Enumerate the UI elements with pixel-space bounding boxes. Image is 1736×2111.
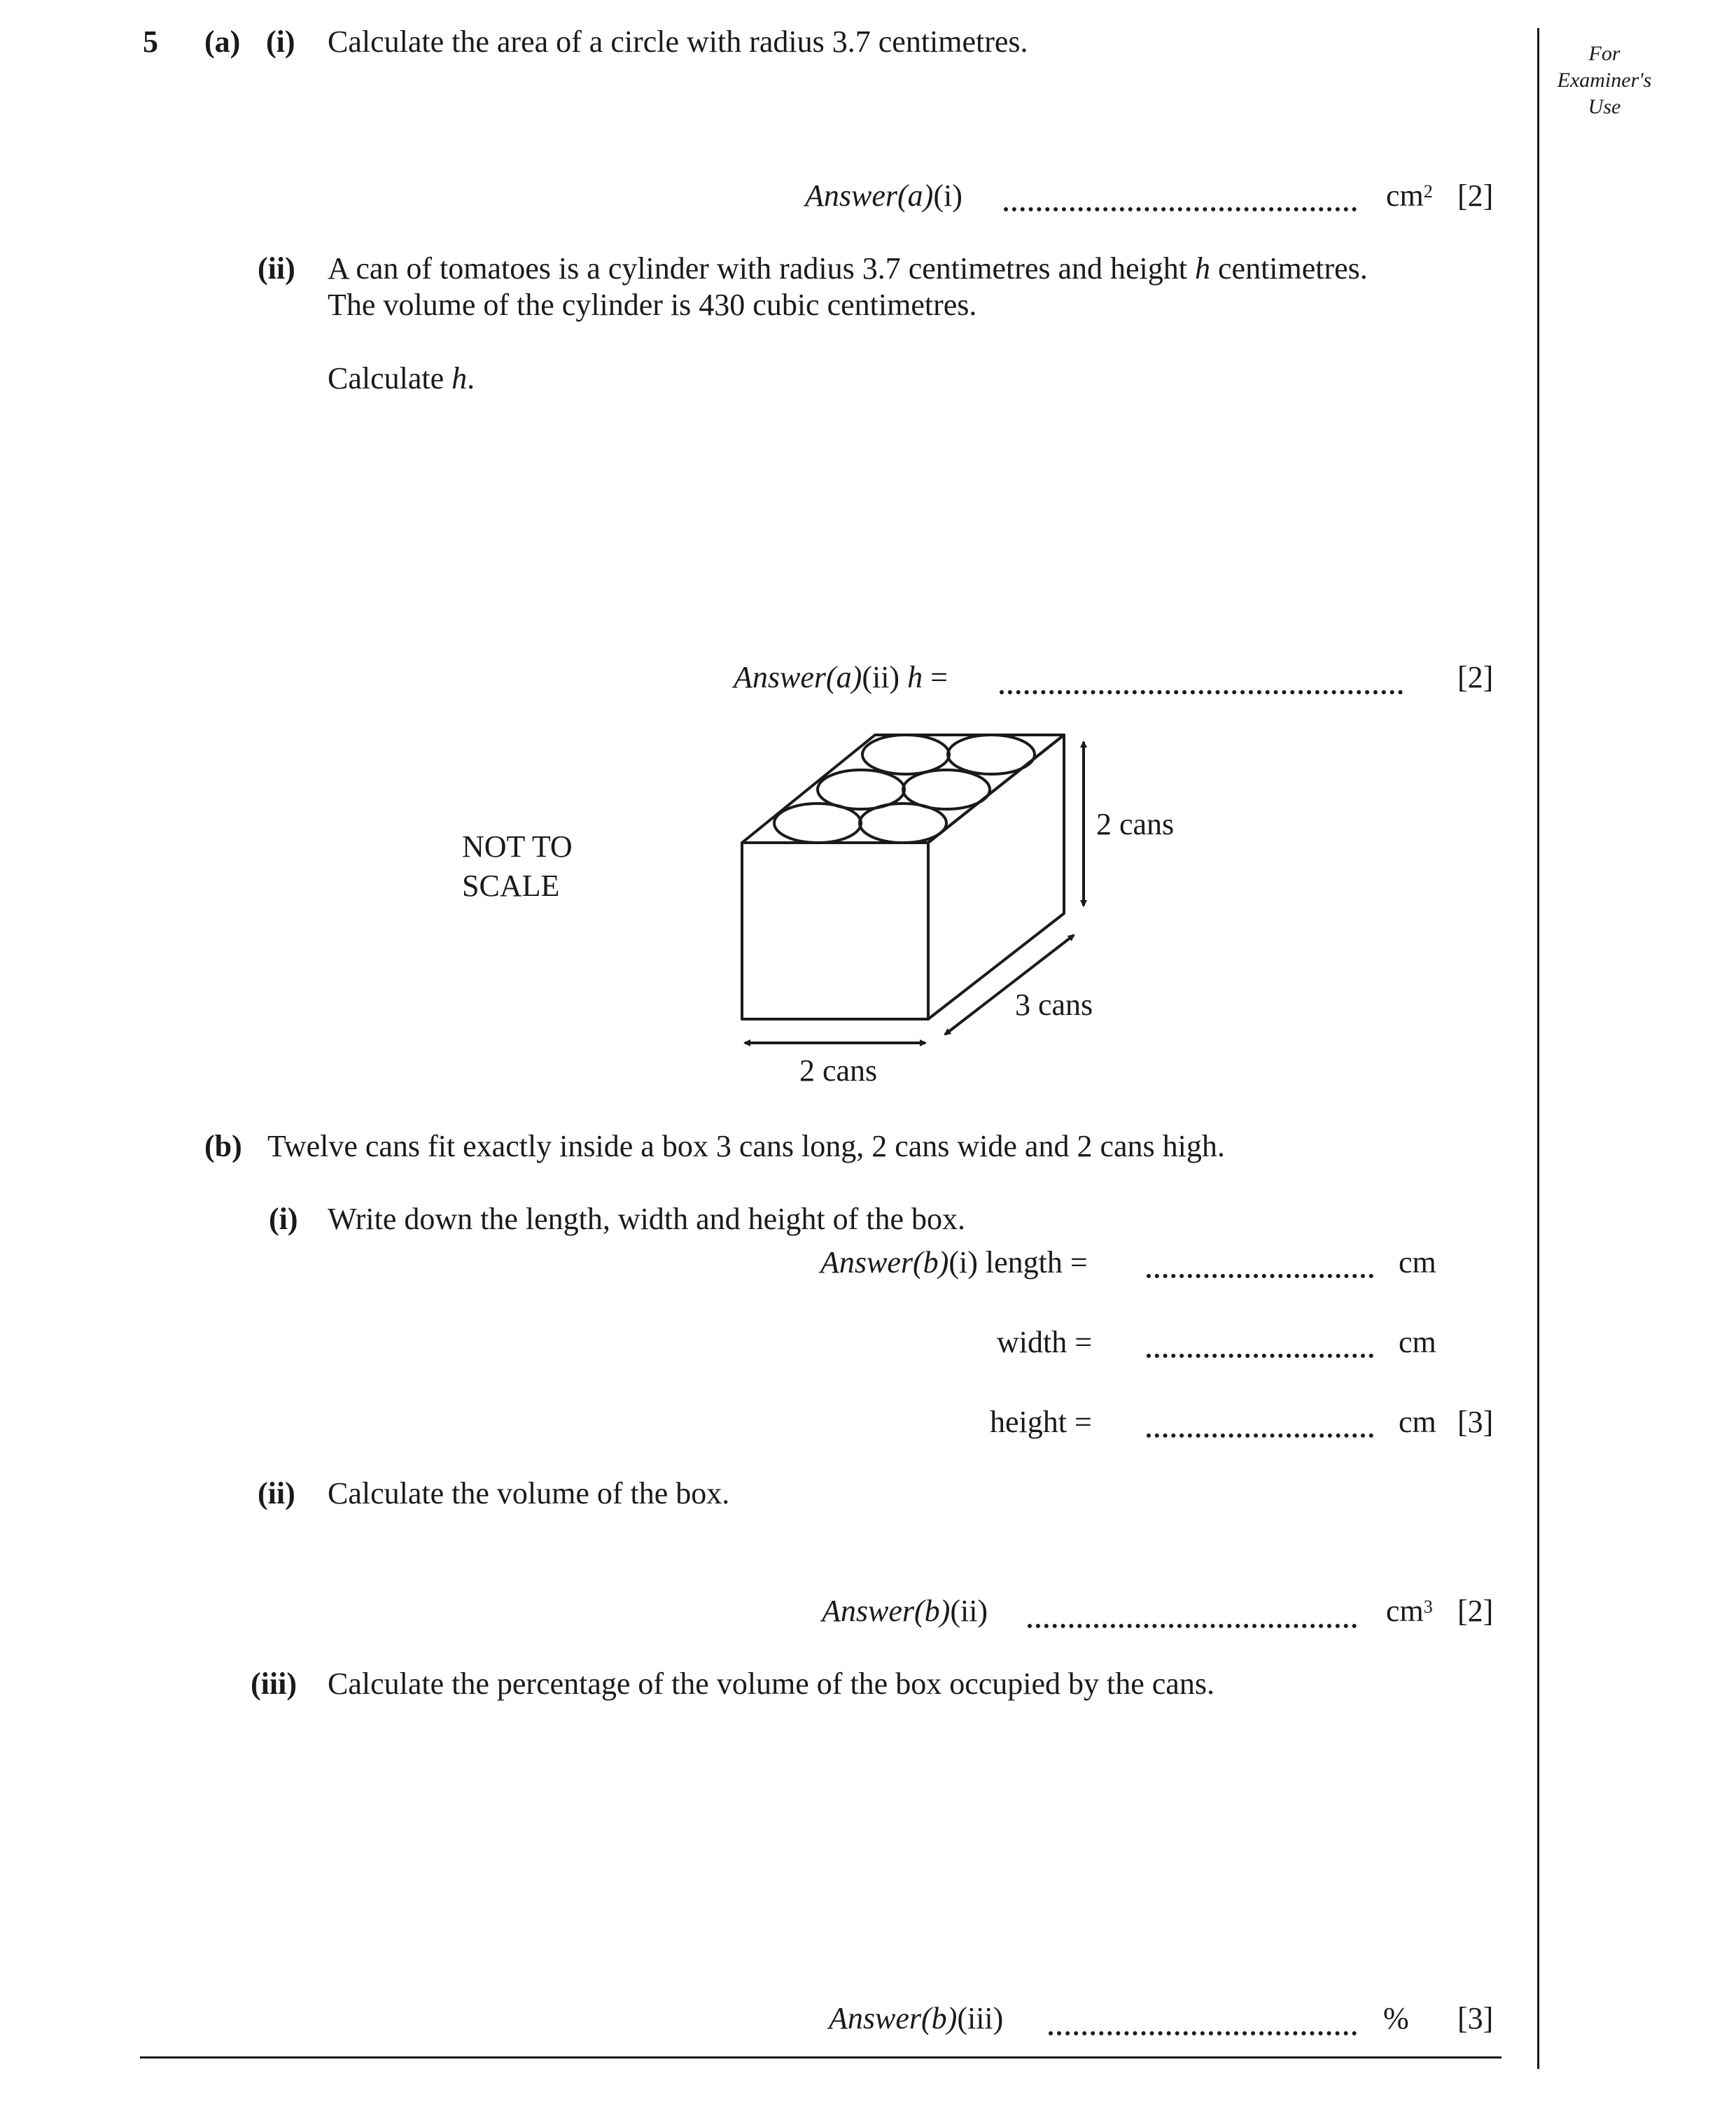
diagram-height-label: 2 cans — [1096, 807, 1175, 841]
not-to-scale-line-2: SCALE — [462, 869, 560, 903]
text-segment: centimetres. — [1210, 251, 1368, 286]
answer-b-iii-label — [829, 2000, 1003, 2037]
part-a-ii-text-2: The volume of the cylinder is 430 cubic centimetres. — [328, 288, 977, 322]
answer-b-ii-unit — [1386, 1593, 1433, 1629]
answer-b-ii-marks: [2] — [1457, 1594, 1494, 1628]
answer-b-iii-marks: [3] — [1457, 2001, 1494, 2035]
answer-a-i-part: (i) — [933, 178, 962, 213]
answer-b-ii-label — [822, 1593, 988, 1629]
examiner-line-3: Use — [1588, 95, 1621, 118]
part-b-iii-label: (iii) — [251, 1667, 297, 1701]
part-b-ii-label: (ii) — [258, 1476, 295, 1510]
examiner-line-1: For — [1588, 42, 1620, 65]
text-segment: . — [467, 361, 475, 395]
answer-b-i-height-field[interactable] — [1147, 1433, 1373, 1438]
text-segment: Calculate — [328, 361, 452, 395]
variable-h: h — [451, 361, 468, 395]
variable-h: h — [907, 660, 923, 694]
diagram-width-label: 2 cans — [799, 1053, 878, 1088]
can-top — [860, 804, 946, 843]
part-a-i-label: (i) — [266, 24, 295, 59]
answer-b-i-label — [820, 1244, 1088, 1281]
unit-power: 2 — [1423, 181, 1433, 202]
part-a-label: (a) — [204, 24, 241, 59]
text-segment: A can of tomatoes is a cylinder with radius 3.7 centimetres and height — [328, 251, 1196, 286]
question-number: 5 — [143, 24, 158, 59]
answer-part: (ii) — [950, 1594, 988, 1628]
answer-prefix: Answer(a) — [734, 660, 862, 694]
unit-text: cm — [1386, 1594, 1424, 1628]
answer-b-iii-field[interactable] — [1049, 2031, 1357, 2035]
answer-b-i-length-field[interactable] — [1147, 1274, 1373, 1278]
answer-a-i-marks: [2] — [1457, 178, 1494, 213]
variable-h: h — [1195, 251, 1211, 286]
answer-b-i-marks: [3] — [1457, 1405, 1494, 1439]
answer-b-i-height-label: height = — [990, 1405, 1092, 1439]
diagram-length-label: 3 cans — [1015, 988, 1093, 1022]
part-b-ii-text: Calculate the volume of the box. — [328, 1476, 730, 1510]
answer-prefix: Answer(b) — [822, 1594, 951, 1628]
answer-b-i-width-field[interactable] — [1147, 1354, 1373, 1358]
can-top — [948, 735, 1035, 774]
answer-part: (ii) — [862, 660, 908, 694]
answer-a-ii-marks: [2] — [1457, 660, 1494, 694]
answer-a-i-prefix: Answer(a) — [805, 178, 934, 213]
not-to-scale-line-1: NOT TO — [462, 829, 573, 864]
answer-prefix: Answer(b) — [820, 1245, 949, 1279]
part-b-text: Twelve cans fit exactly inside a box 3 cans long, 2 cans wide and 2 cans high. — [267, 1129, 1225, 1163]
examiner-line-2: Examiner's — [1557, 69, 1652, 92]
unit-text: cm — [1386, 178, 1424, 213]
box-front-face — [742, 843, 928, 1019]
can-top — [774, 804, 861, 843]
can-top — [862, 735, 949, 774]
answer-b-i-width-label: width = — [997, 1325, 1093, 1359]
answer-eq: = — [923, 660, 948, 694]
answer-b-i-width-unit: cm — [1399, 1325, 1436, 1359]
part-b-i-text: Write down the length, width and height of the box. — [328, 1202, 966, 1236]
answer-b-iii-unit: % — [1383, 2001, 1409, 2035]
part-a-i-text: Calculate the area of a circle with radius 3.7 centimetres. — [328, 24, 1028, 59]
answer-part: (i) length = — [948, 1245, 1088, 1279]
answer-b-i-length-unit: cm — [1399, 1245, 1436, 1279]
part-b-label: (b) — [204, 1129, 242, 1163]
unit-power: 3 — [1423, 1597, 1433, 1617]
answer-prefix: Answer(b) — [829, 2001, 958, 2035]
answer-part: (iii) — [957, 2001, 1004, 2035]
part-a-ii-label: (ii) — [258, 251, 295, 286]
answer-b-ii-field[interactable] — [1028, 1624, 1357, 1628]
answer-b-i-height-unit: cm — [1399, 1405, 1436, 1439]
part-b-i-label: (i) — [269, 1202, 298, 1236]
part-b-iii-text: Calculate the percentage of the volume of the box occupied by the cans. — [328, 1667, 1214, 1701]
box-side-face — [928, 735, 1064, 1019]
